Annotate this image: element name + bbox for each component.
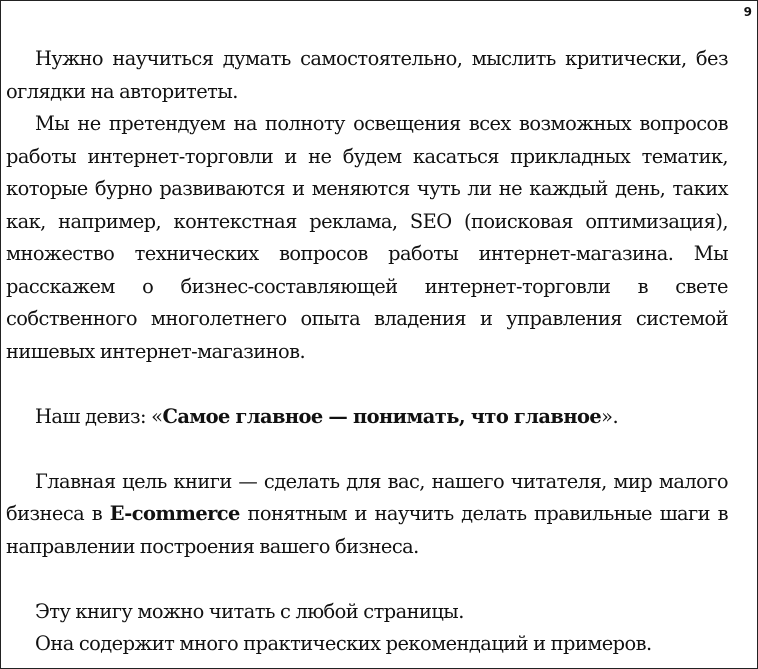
paragraph-scope: Мы не претендуем на полноту освещения всех возможных вопросов работы интернет-торговли и не будем касаться прикладных тематик, которые бурно развиваются и меняются чуть ли не каждый день, таких как, например, контекстная реклама, SEO (поисковая оптимизация), множество технических вопросов работы интернет-магазина. Мы расскажем о бизнес-составляющей интернет-торговли в свете собственного многолетнего опыта владения и управления системой нишевых интернет-магазинов. [6, 112, 728, 363]
paragraph-book-goal [6, 466, 728, 564]
goal-ecommerce-bold: E-commerce [109, 502, 240, 525]
page-body-text [6, 43, 728, 661]
paragraph-motto [6, 401, 728, 434]
paragraph-gap [6, 563, 728, 596]
paragraph-recommendations: Она содержит много практических рекомендаций и примеров. [35, 632, 652, 655]
goal-text-after: понятным и научить делать правильные шаги в направлении построения вашего бизнеса. [6, 502, 728, 558]
motto-prefix: Наш девиз: « [35, 404, 163, 428]
paragraph-think-independently: Нужно научиться думать самостоятельно, мыслить критически, без оглядки на авторитеты. [6, 47, 728, 103]
page-number: 9 [743, 5, 752, 19]
paragraph-read-any-page: Эту книгу можно читать с любой страницы. [35, 599, 464, 623]
goal-text-before: Главная цель книги — сделать для вас, нашего читателя, мир малого бизнеса в [6, 469, 728, 525]
paragraph-gap [6, 368, 728, 401]
paragraph-gap [6, 433, 728, 466]
motto-suffix: ». [601, 404, 619, 428]
motto-bold: Самое главное — понимать, что главное [162, 404, 602, 428]
